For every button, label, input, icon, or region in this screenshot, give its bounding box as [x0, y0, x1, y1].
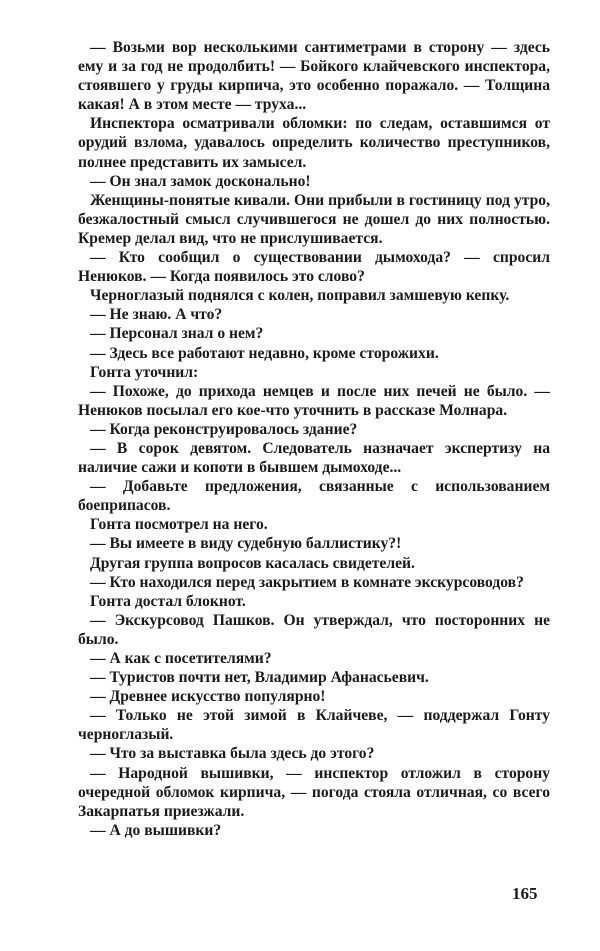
paragraph: — Похоже, до прихода немцев и после них печей не было. — Ненюков посылал его кое-что уточнить в рассказе Молнара. — [78, 382, 550, 419]
paragraph: — Возьми вор несколькими сантиметрами в сторону — здесь ему и за год не продолбить! — Бойкого клайчевского инспектора, стоявшего у груды кирпича, это особенно поражало. — Толщина какая! А в этом месте — труха... — [78, 39, 550, 114]
paragraph: — Только не этой зимой в Клайчеве, — поддержал Гонту черноглазый. — [78, 707, 550, 744]
paragraph: — Когда реконструировалось здание? — [90, 420, 358, 438]
paragraph: Гонта посмотрел на него. — [90, 516, 268, 534]
paragraph: Инспектора осматривали обломки: по следам, оставшимся от орудий взлома, удавалось определить количество преступников, полнее представить их замысел. — [78, 115, 550, 171]
paragraph: — Вы имеете в виду судебную баллистику?! — [90, 535, 402, 553]
paragraph: — Персонал знал о нем? — [90, 325, 264, 343]
page-number: 165 — [512, 884, 538, 903]
paragraph: — А как с посетителями? — [90, 650, 272, 667]
paragraph: — Здесь все работают недавно, кроме сторожихи. — [90, 344, 439, 362]
paragraph: Другая группа вопросов касалась свидетелей. — [90, 554, 415, 572]
paragraph: — Не знаю. А что? — [90, 306, 223, 324]
paragraph: — Древнее искусство популярно! — [90, 688, 326, 706]
paragraph: — Добавьте предложения, связанные с использованием боеприпасов. — [78, 478, 550, 515]
paragraph: — Экскурсовод Пашков. Он утверждал, что посторонних не было. — [78, 611, 550, 648]
paragraph: Гонта достал блокнот. — [90, 592, 246, 610]
paragraph: — Кто сообщил о существовании дымохода? — спросил Ненюков. — Когда появилось это слово? — [78, 249, 550, 286]
paragraph: — В сорок девятом. Следователь назначает экспертизу на наличие сажи и копоти в бывшем дымоходе... — [78, 439, 550, 477]
paragraph: — Кто находился перед закрытием в комнате экскурсоводов? — [90, 573, 524, 591]
paragraph: Черноглазый поднялся с колен, поправил замшевую кепку. — [90, 287, 510, 305]
paragraph: — Что за выставка была здесь до этого? — [90, 745, 375, 763]
paragraph: — Туристов почти нет, Владимир Афанасьевич. — [90, 669, 429, 687]
paragraph: Женщины-понятые кивали. Они прибыли в гостиницу под утро, безжалостный смысл случившегося не дошел до них полностью. Кремер делал вид, что не прислушивается. — [78, 191, 550, 247]
page-text — [78, 38, 550, 840]
paragraph: Гонта уточнил: — [90, 363, 199, 381]
paragraph: — Он знал замок досконально! — [90, 172, 311, 190]
paragraph: — А до вышивки? — [90, 821, 222, 839]
paragraph: — Народной вышивки, — инспектор отложил в сторону очередной обломок кирпича, — погода стояла отличная, со всего Закарпатья приезжали. — [78, 764, 550, 820]
